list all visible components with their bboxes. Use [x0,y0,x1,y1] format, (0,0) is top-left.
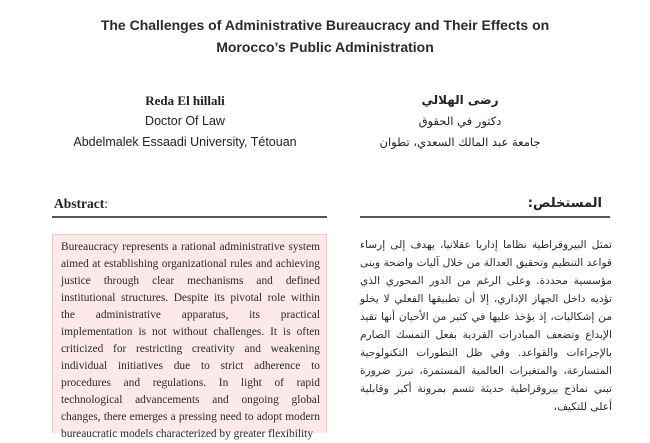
abstract-heading-arabic: المستخلص: [527,196,602,211]
author-role: Doctor Of Law [145,114,225,128]
author-affiliation: Abdelmalek Essaadi University, Tétouan [73,135,297,149]
title-line-2: Morocco’s Public Administration [216,39,434,55]
author-block-arabic [345,90,575,153]
author-block-english [60,90,310,153]
paper-title [0,14,650,58]
abstract-box-english [52,234,327,440]
abstract-divider [52,216,327,218]
author-name-arabic: رضى الهلالي [421,93,499,107]
author-affiliation-arabic: جامعة عبد المالك السعدي، تطوان [379,135,541,149]
abstract-heading-label: Abstract [54,196,105,211]
title-line-1: The Challenges of Administrative Bureaucracy and Their Effects on [100,17,550,33]
author-name: Reda El hillali [145,93,225,108]
abstract-text: Bureaucracy represents a rational administrative system aimed at establishing organizational rules and achieving justice through clear mechanisms and defined institutional structures. Despite its pivotal role within the administrative apparatus, its practical implementation is not without challenges. It is often criticized for restricting creativity and weakening individual initiatives due to strict adherence to procedures and regulations. In light of rapid technological advancements and ongoing global changes, there emerges a pressing need to adopt modern bureaucratic models characterized by greater flexibility [61,241,320,440]
abstract-heading [54,196,108,212]
abstract-heading-colon: : [104,196,109,211]
abstract-text-arabic: تمثل البيروقراطية نظاما إداريا عقلانيا، يهدف إلى إرساء قواعد التنظيم وتحقيق العدالة من خلال آليات واضحة وبنى مؤسسية محددة. وعلى الرغم من الدور المحوري الذي تؤديه داخل الجهاز الإداري، إلا أن تطبيقها الفعلي لا يخلو من إشكاليات، إذ يؤخذ عليها في كثير من الأحيان أنها تقيد الإبداع وتضعف المبادرات الفردية بفعل التمسك الصارم بالإجراءات والقواعد. وفي ظل التطورات التكنولوجية المتسارعة، والمتغيرات العالمية المستمرة، تبرز ضرورة تبني نماذج بيروقراطية حديثة تتسم بمرونة أكبر وقابلية أعلى للتكيف، [360,239,612,413]
author-role-arabic: دكتور في الحقوق [418,114,502,128]
abstract-divider-arabic [360,216,610,218]
